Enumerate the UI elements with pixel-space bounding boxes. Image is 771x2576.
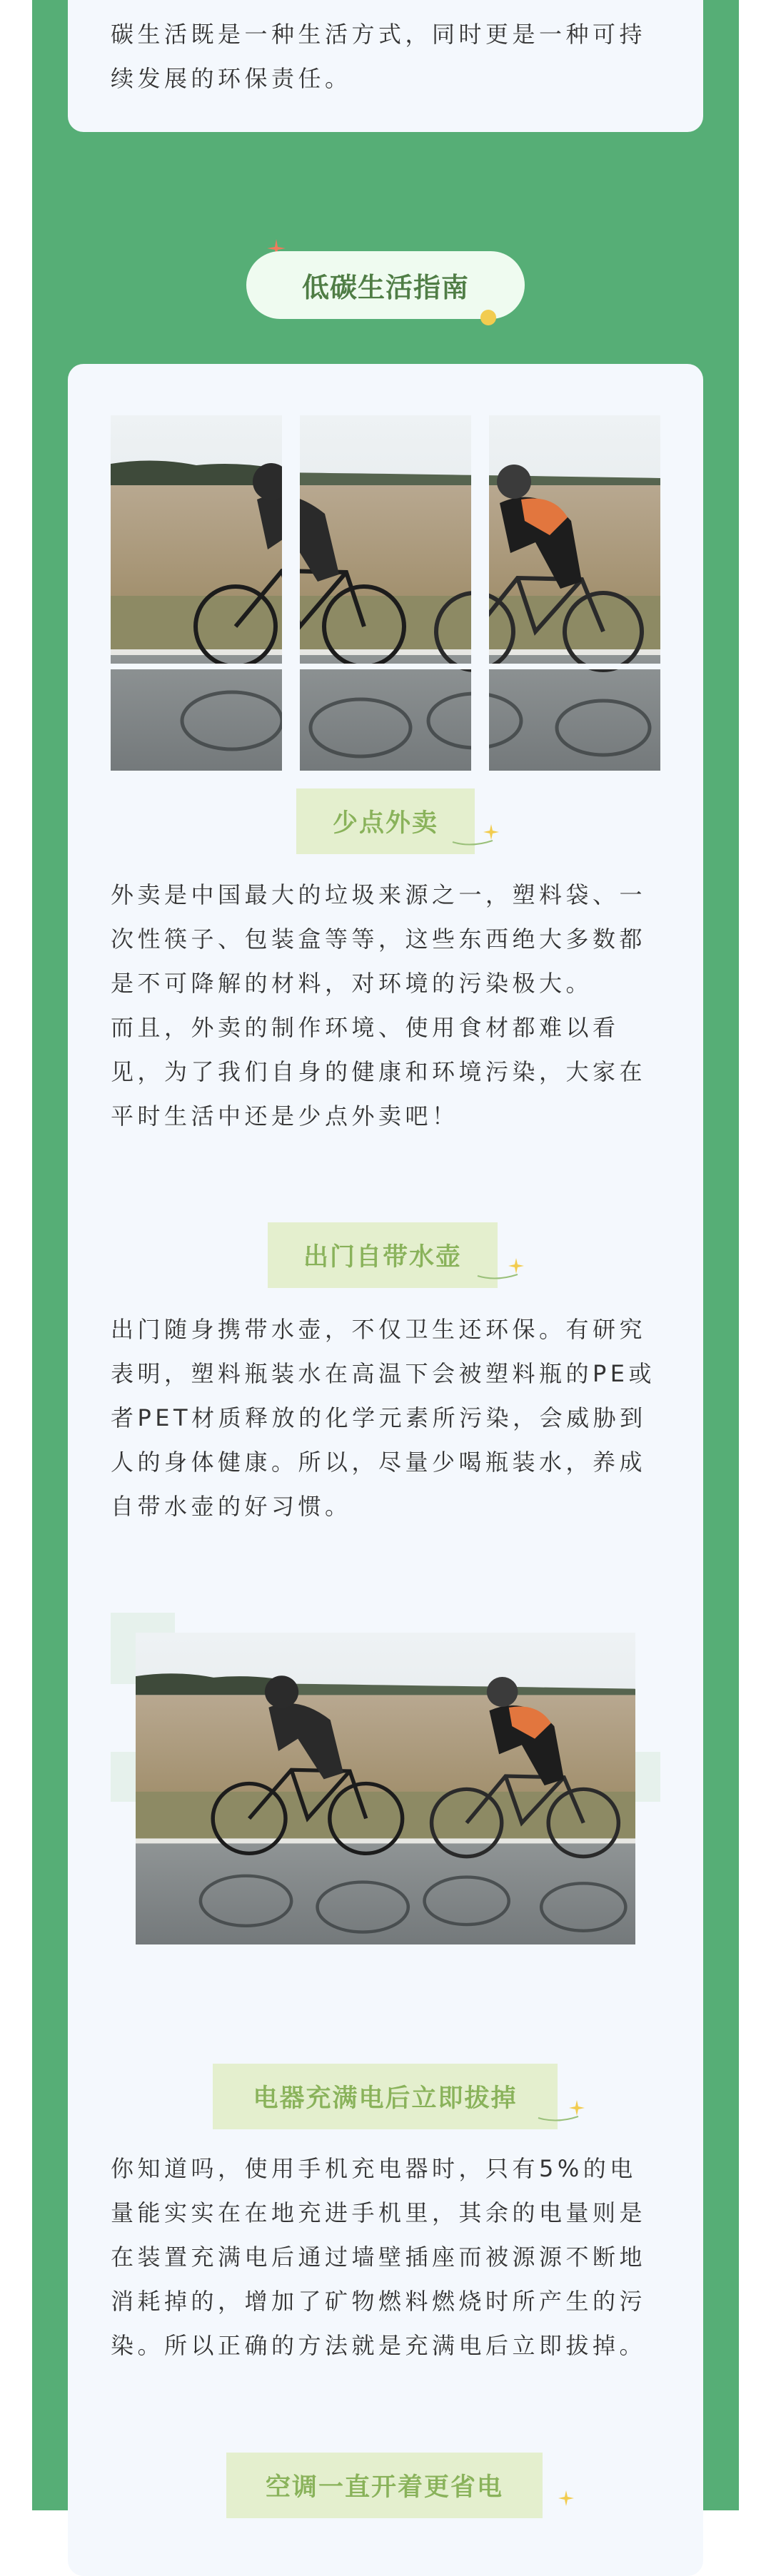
tip-title: 空调一直开着更省电 <box>265 2473 503 2502</box>
tip-title: 电器充满电后立即拔掉 <box>253 2084 518 2113</box>
tip-title: 出门自带水壶 <box>303 1243 462 1272</box>
sparkle-icon <box>475 1254 525 1283</box>
photo-panel-middle <box>300 415 471 771</box>
photo-panel-left <box>111 415 282 771</box>
tip-line: 你知道吗，使用手机充电器时，只有5%的电 <box>111 2155 637 2182</box>
sparkle-icon <box>450 821 500 849</box>
section-title: 低碳生活指南 <box>301 272 469 303</box>
tip-title-tag <box>213 2064 558 2129</box>
tip-line: 量能实实在在地充进手机里，其余的电量则是 <box>111 2199 647 2226</box>
tip-line: 出门随身携带水壶，不仅卫生还环保。有研究 <box>111 1316 647 1343</box>
tip-title-tag <box>268 1222 498 1288</box>
photo-panel-right <box>489 415 660 771</box>
sparkle-icon <box>525 2487 575 2515</box>
photo-divider-line <box>111 664 660 669</box>
intro-line: 碳生活既是一种生活方式，同时更是一种可持 <box>111 21 647 48</box>
tip-line: 人的身体健康。所以，尽量少喝瓶装水，养成 <box>111 1449 647 1476</box>
intro-paragraph <box>111 12 660 101</box>
section-title-pill <box>246 251 525 319</box>
sparkle-icon <box>535 2096 585 2125</box>
yellow-dot-decoration <box>480 310 496 325</box>
tip-line: 消耗掉的，增加了矿物燃料燃烧时所产生的污 <box>111 2288 647 2315</box>
tip-line: 在装置充满电后通过墙壁插座而被源源不断地 <box>111 2243 647 2271</box>
guide-card <box>68 364 703 2576</box>
cyclists-photo <box>136 1633 635 1944</box>
tip-line: 而且，外卖的制作环境、使用食材都难以看 <box>111 1014 620 1041</box>
intro-card <box>68 0 703 132</box>
tip-line: 平时生活中还是少点外卖吧！ <box>111 1102 459 1130</box>
intro-line: 续发展的环保责任。 <box>111 65 352 92</box>
tip-title-tag <box>296 788 475 854</box>
tip-line: 见，为了我们自身的健康和环境污染，大家在 <box>111 1058 647 1085</box>
tip-line: 外卖是中国最大的垃圾来源之一，塑料袋、一 <box>111 881 647 908</box>
tip-line: 者PET材质释放的化学元素所污染，会威胁到 <box>111 1404 647 1431</box>
tip-title: 少点外卖 <box>332 809 438 838</box>
tip-line: 染。所以正确的方法就是充满电后立即拔掉。 <box>111 2332 647 2359</box>
tip-line: 次性筷子、包装盒等等，这些东西绝大多数都 <box>111 926 647 953</box>
tip-paragraph <box>111 873 660 1138</box>
tip-line: 是不可降解的材料，对环境的污染极大。 <box>111 970 593 997</box>
tip-line: 自带水壶的好习惯。 <box>111 1493 352 1520</box>
tip-paragraph <box>111 2146 660 2368</box>
tip-paragraph <box>111 1307 660 1528</box>
tip-title-tag <box>226 2453 543 2518</box>
tip-line: 表明，塑料瓶装水在高温下会被塑料瓶的PE或 <box>111 1360 656 1387</box>
